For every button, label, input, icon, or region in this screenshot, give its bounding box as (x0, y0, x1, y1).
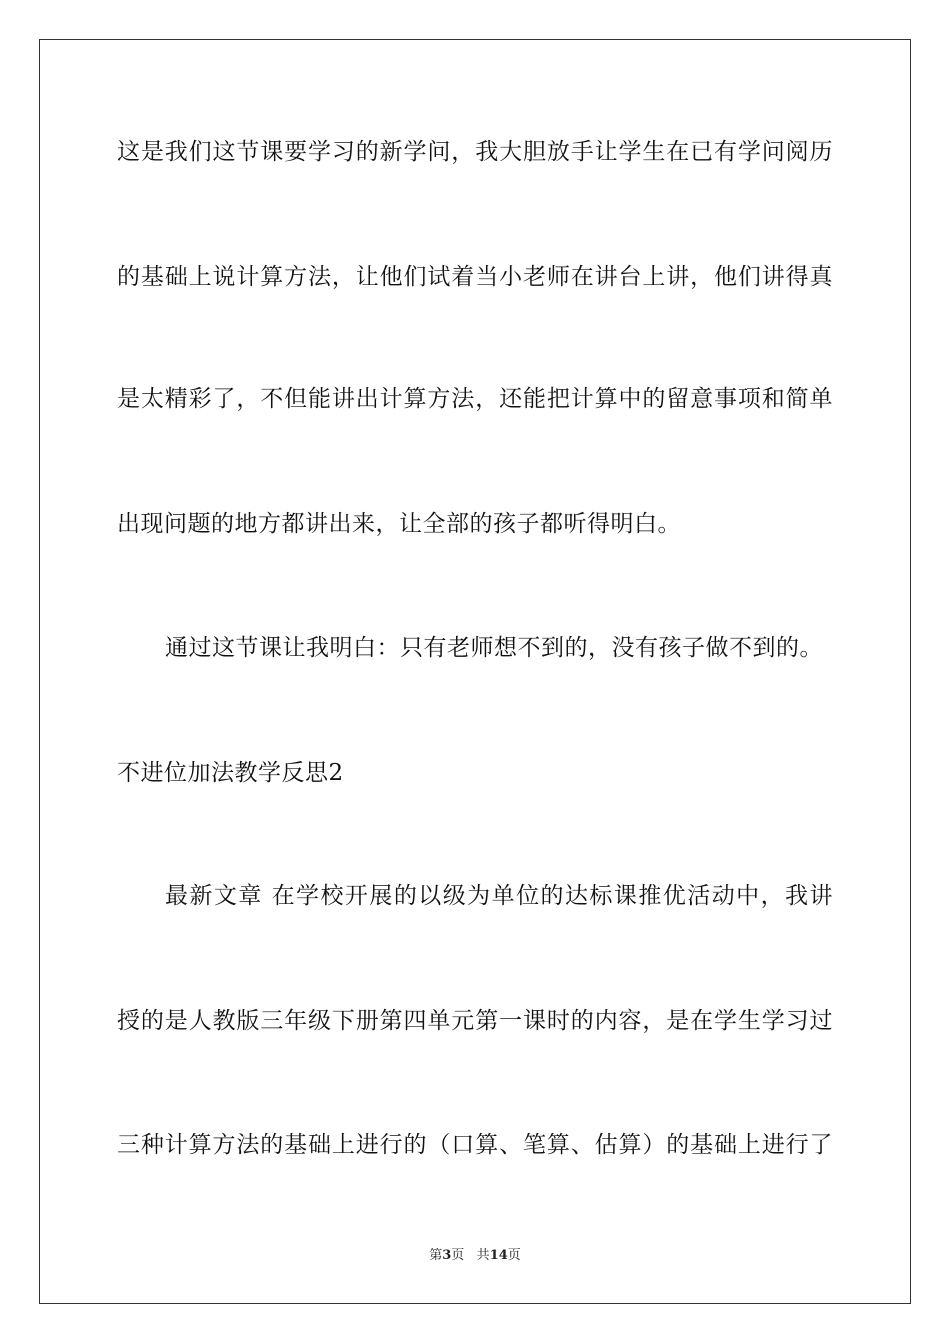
page-frame (39, 39, 911, 1304)
page-footer (0, 1247, 950, 1265)
body-text-line-8: 授的是人教版三年级下册第四单元第一课时的内容，是在学生学习过 (117, 1008, 833, 1034)
paragraph-conclusion: 通过这节课让我明白：只有老师想不到的，没有孩子做不到的。 (165, 635, 823, 661)
body-text-line-9: 三种计算方法的基础上进行的（口算、笔算、估算）的基础上进行了 (117, 1132, 833, 1158)
footer-page-suffix: 页 (451, 1248, 465, 1263)
footer-total-prefix: 共 (476, 1248, 490, 1263)
body-text-line-2: 的基础上说计算方法，让他们试着当小老师在讲台上讲，他们讲得真 (117, 264, 833, 290)
section-heading: 不进位加法教学反思2 (117, 760, 344, 786)
footer-total-pages: 14 (489, 1248, 508, 1263)
body-text-line-3: 是太精彩了，不但能讲出计算方法，还能把计算中的留意事项和简单 (117, 386, 833, 412)
footer-page-number: 3 (442, 1248, 452, 1263)
body-text-line-4: 出现问题的地方都讲出来，让全部的孩子都听得明白。 (117, 511, 681, 537)
body-text-line-1: 这是我们这节课要学习的新学问，我大胆放手让学生在已有学问阅历 (117, 139, 833, 165)
footer-page-prefix: 第 (429, 1248, 443, 1263)
body-text-line-7: 最新文章 在学校开展的以级为单位的达标课推优活动中，我讲 (165, 883, 833, 909)
footer-total-suffix: 页 (507, 1248, 521, 1263)
